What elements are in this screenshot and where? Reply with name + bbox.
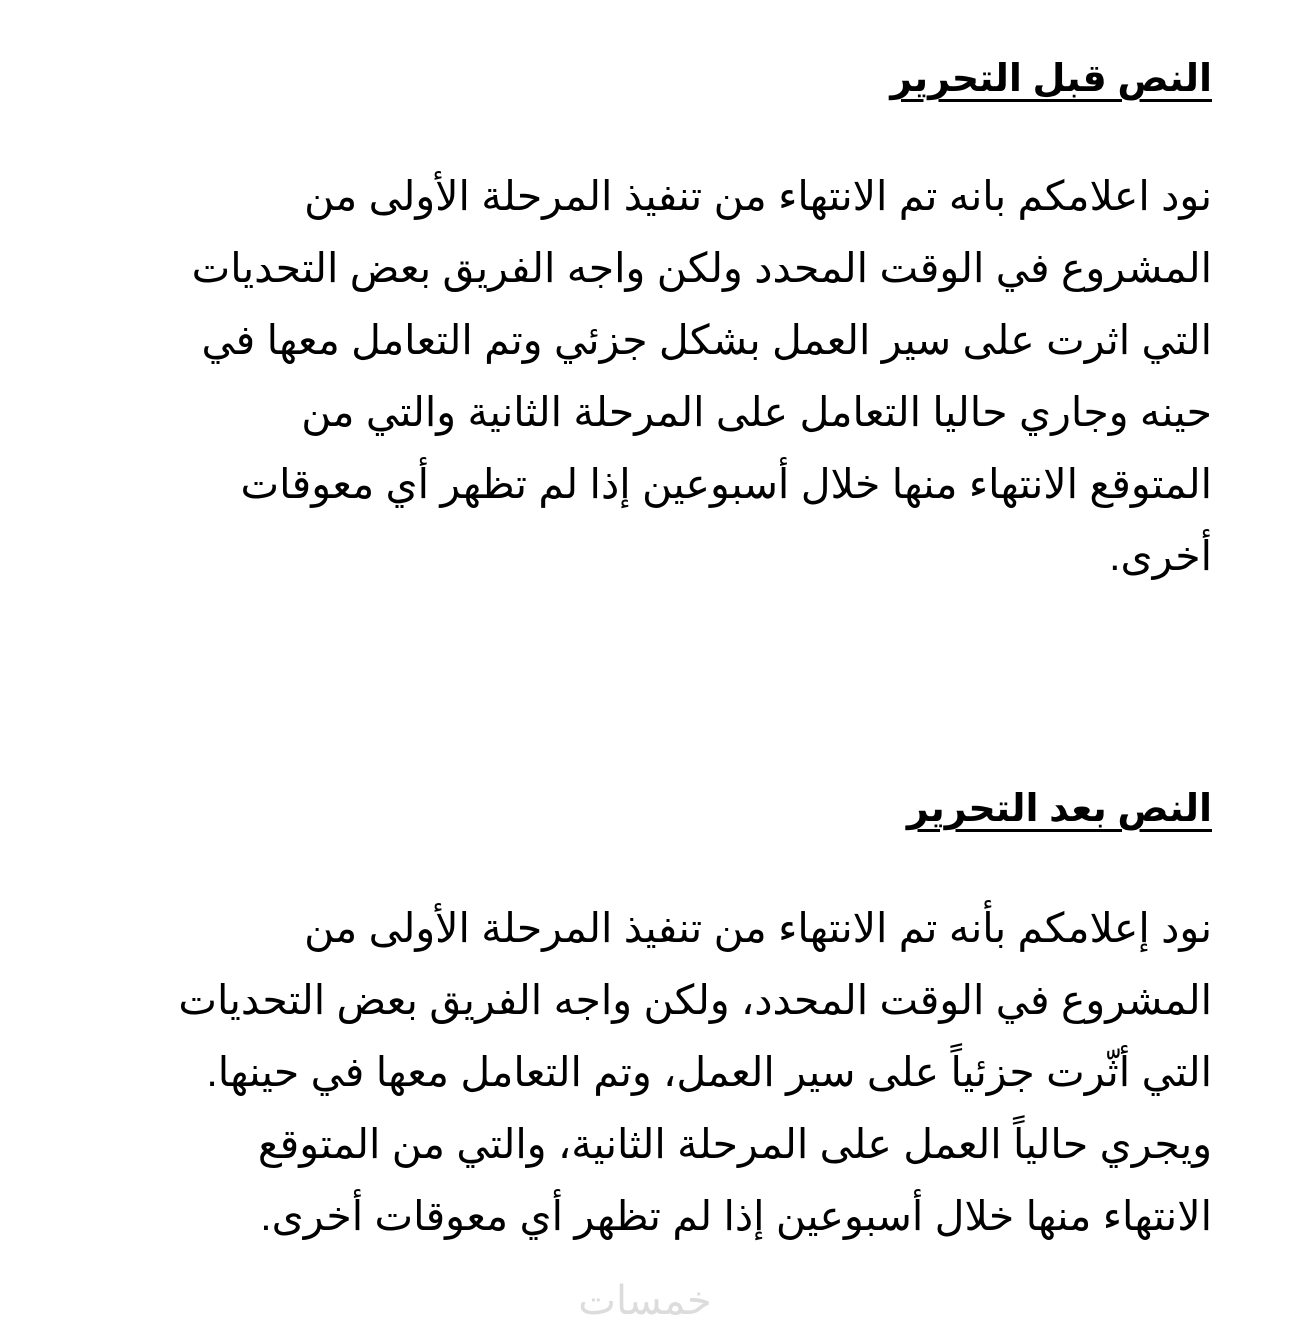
after-section-title: النص بعد التحرير: [906, 788, 1212, 830]
before-paragraph: [192, 160, 1212, 592]
after-line: نود إعلامكم بأنه تم الانتهاء من تنفيذ المرحلة الأولى من: [304, 905, 1212, 951]
before-line: المشروع في الوقت المحدد ولكن واجه الفريق بعض التحديات: [191, 245, 1212, 291]
watermark-logo: خمسات: [578, 1279, 712, 1323]
before-line: المتوقع الانتهاء منها خلال أسبوعين إذا لم تظهر أي معوقات: [240, 461, 1212, 507]
after-line: ويجري حالياً العمل على المرحلة الثانية، والتي من المتوقع: [257, 1121, 1212, 1167]
before-section-title: النص قبل التحرير: [890, 58, 1212, 100]
before-line: نود اعلامكم بانه تم الانتهاء من تنفيذ المرحلة الأولى من: [304, 173, 1212, 219]
before-line: التي اثرت على سير العمل بشكل جزئي وتم التعامل معها في: [201, 317, 1212, 363]
before-line: حينه وجاري حاليا التعامل على المرحلة الثانية والتي من: [301, 389, 1212, 435]
after-line: المشروع في الوقت المحدد، ولكن واجه الفريق بعض التحديات: [178, 977, 1212, 1023]
after-line: الانتهاء منها خلال أسبوعين إذا لم تظهر أي معوقات أخرى.: [260, 1193, 1212, 1239]
after-paragraph: [178, 892, 1212, 1252]
before-line: أخرى.: [1109, 533, 1212, 579]
after-line: التي أثّرت جزئياً على سير العمل، وتم التعامل معها في حينها.: [206, 1049, 1212, 1095]
